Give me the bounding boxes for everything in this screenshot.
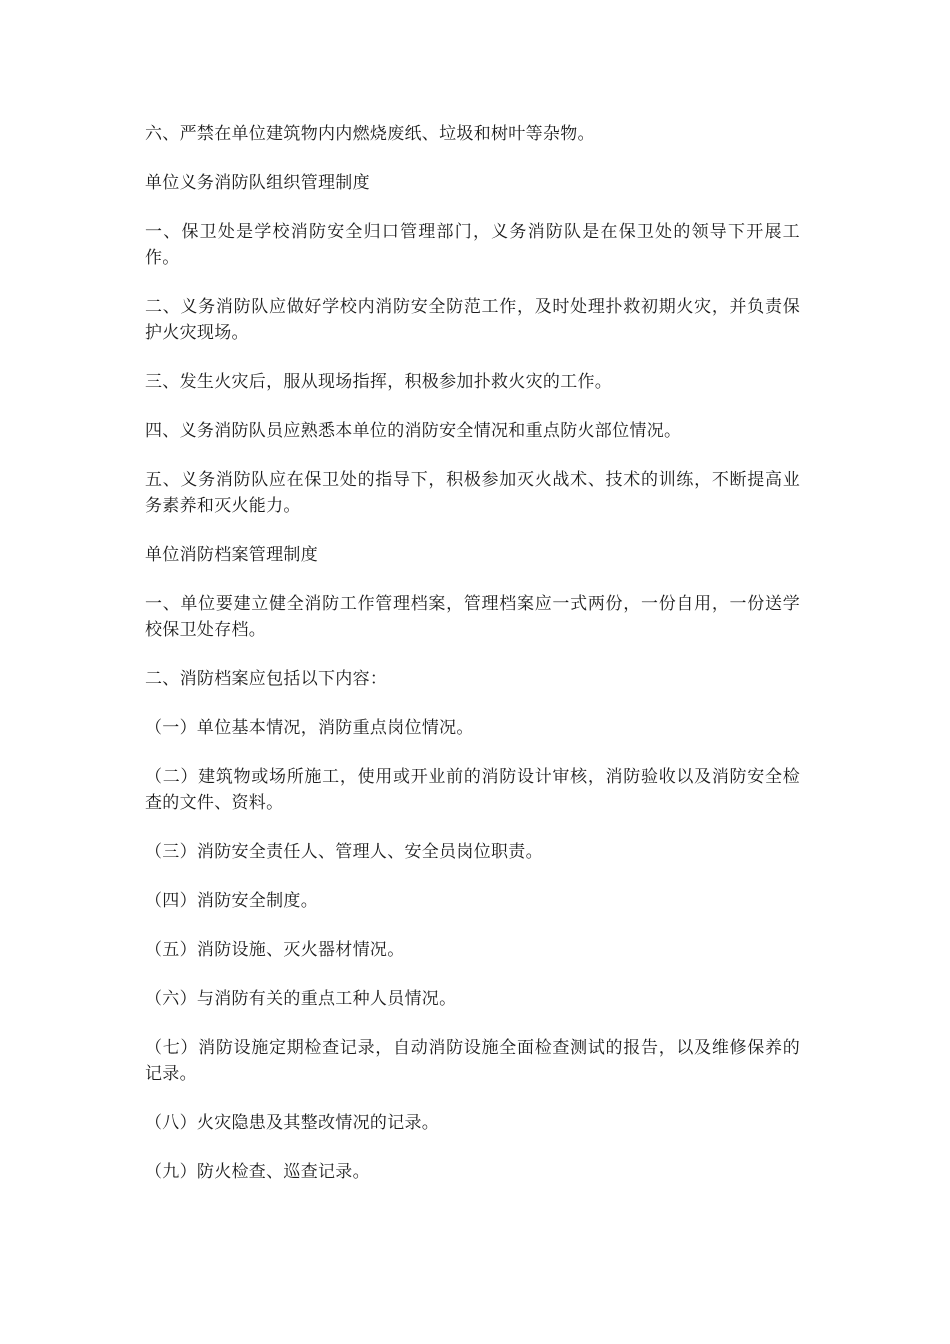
- paragraph-archive-2: 二、消防档案应包括以下内容：: [145, 669, 388, 689]
- paragraph-brigade-3: 三、发生火灾后，服从现场指挥，积极参加扑救火灾的工作。: [145, 372, 613, 392]
- list-item-archive-8: （八）火灾隐患及其整改情况的记录。: [145, 1113, 440, 1133]
- list-item-archive-2: （二）建筑物或场所施工，使用或开业前的消防设计审核，消防验收以及消防安全检查的文件、资料。: [145, 767, 800, 813]
- paragraph-brigade-4: 四、义务消防队员应熟悉本单位的消防安全情况和重点防火部位情况。: [145, 421, 682, 441]
- paragraph-brigade-5: 五、义务消防队应在保卫处的指导下，积极参加灭火战术、技术的训练，不断提高业务素养和灭火能力。: [145, 470, 800, 516]
- paragraph-rule-6: 六、严禁在单位建筑物内内燃烧废纸、垃圾和树叶等杂物。: [145, 124, 595, 144]
- list-item-archive-7: （七）消防设施定期检查记录，自动消防设施全面检查测试的报告，以及维修保养的记录。: [145, 1038, 800, 1084]
- section-heading-fire-archive: 单位消防档案管理制度: [145, 545, 318, 565]
- list-item-archive-5: （五）消防设施、灭火器材情况。: [145, 940, 405, 960]
- list-item-archive-3: （三）消防安全责任人、管理人、安全员岗位职责。: [145, 842, 543, 862]
- list-item-archive-9: （九）防火检查、巡查记录。: [145, 1162, 370, 1182]
- list-item-archive-6: （六）与消防有关的重点工种人员情况。: [145, 989, 457, 1009]
- list-item-archive-4: （四）消防安全制度。: [145, 891, 318, 911]
- document-body: [145, 121, 800, 1208]
- section-heading-volunteer-fire-brigade: 单位义务消防队组织管理制度: [145, 173, 370, 193]
- paragraph-archive-1: 一、单位要建立健全消防工作管理档案，管理档案应一式两份，一份自用，一份送学校保卫处存档。: [145, 594, 800, 640]
- list-item-archive-1: （一）单位基本情况，消防重点岗位情况。: [145, 718, 474, 738]
- paragraph-brigade-1: 一、保卫处是学校消防安全归口管理部门，义务消防队是在保卫处的领导下开展工作。: [145, 222, 800, 268]
- paragraph-brigade-2: 二、义务消防队应做好学校内消防安全防范工作，及时处理扑救初期火灾，并负责保护火灾现场。: [145, 297, 800, 343]
